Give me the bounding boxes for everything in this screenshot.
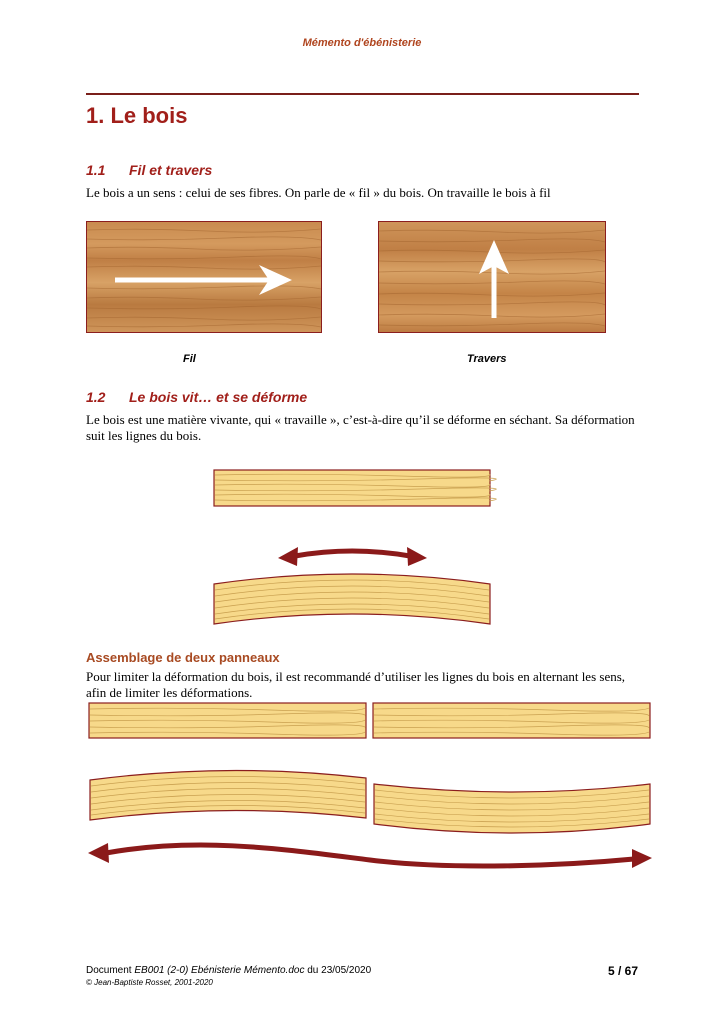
double-arrow — [278, 547, 427, 566]
wood-fil-image — [86, 221, 322, 333]
caption-fil: Fil — [183, 353, 196, 365]
wavy-double-arrow — [88, 843, 652, 868]
section-1-text: Le bois a un sens : celui de ses fibres. On parle de « fil » du bois. On travaille le bois à fil — [86, 185, 551, 200]
board-flat — [214, 470, 496, 506]
panel-right-warped — [374, 784, 650, 833]
panel-right-flat — [373, 703, 650, 738]
subsection-text: Pour limiter la déformation du bois, il est recommandé d’utiliser les lignes du bois en alternant les sens, afin de limiter les déformations. — [86, 669, 626, 700]
wood-travers-image — [378, 221, 606, 333]
panel-left-warped — [90, 770, 366, 820]
header-rule — [86, 93, 639, 95]
section-2-text: Le bois est une matière vivante, qui « travaille », c’est-à-dire qu’il se déforme en séchant. Sa déformation suit les lignes du bois. — [86, 412, 635, 443]
section-2-title: Le bois vit… et se déforme — [129, 389, 308, 405]
deformation-diagram — [0, 460, 724, 640]
assembly-diagram — [0, 700, 724, 880]
panel-left-flat — [89, 703, 366, 738]
footer-doc-name: EB001 (2-0) Ebénisterie Mémento.doc — [134, 965, 305, 976]
section-1-title: Fil et travers — [129, 162, 213, 178]
caption-travers: Travers — [467, 353, 507, 365]
footer-copyright: © Jean-Baptiste Rosset, 2001-2020 — [86, 978, 213, 987]
footer-date: du 23/05/2020 — [304, 965, 372, 976]
page-number: 5 / 67 — [607, 964, 638, 978]
board-warped — [214, 574, 490, 624]
running-header: Mémento d'ébénisterie — [302, 37, 422, 49]
footer-document — [86, 965, 371, 976]
chapter-title: 1. Le bois — [86, 103, 188, 128]
subsection-title: Assemblage de deux panneaux — [86, 650, 280, 665]
section-2-number: 1.2 — [86, 389, 106, 405]
section-1-number: 1.1 — [86, 162, 106, 178]
footer-prefix: Document — [86, 965, 135, 976]
